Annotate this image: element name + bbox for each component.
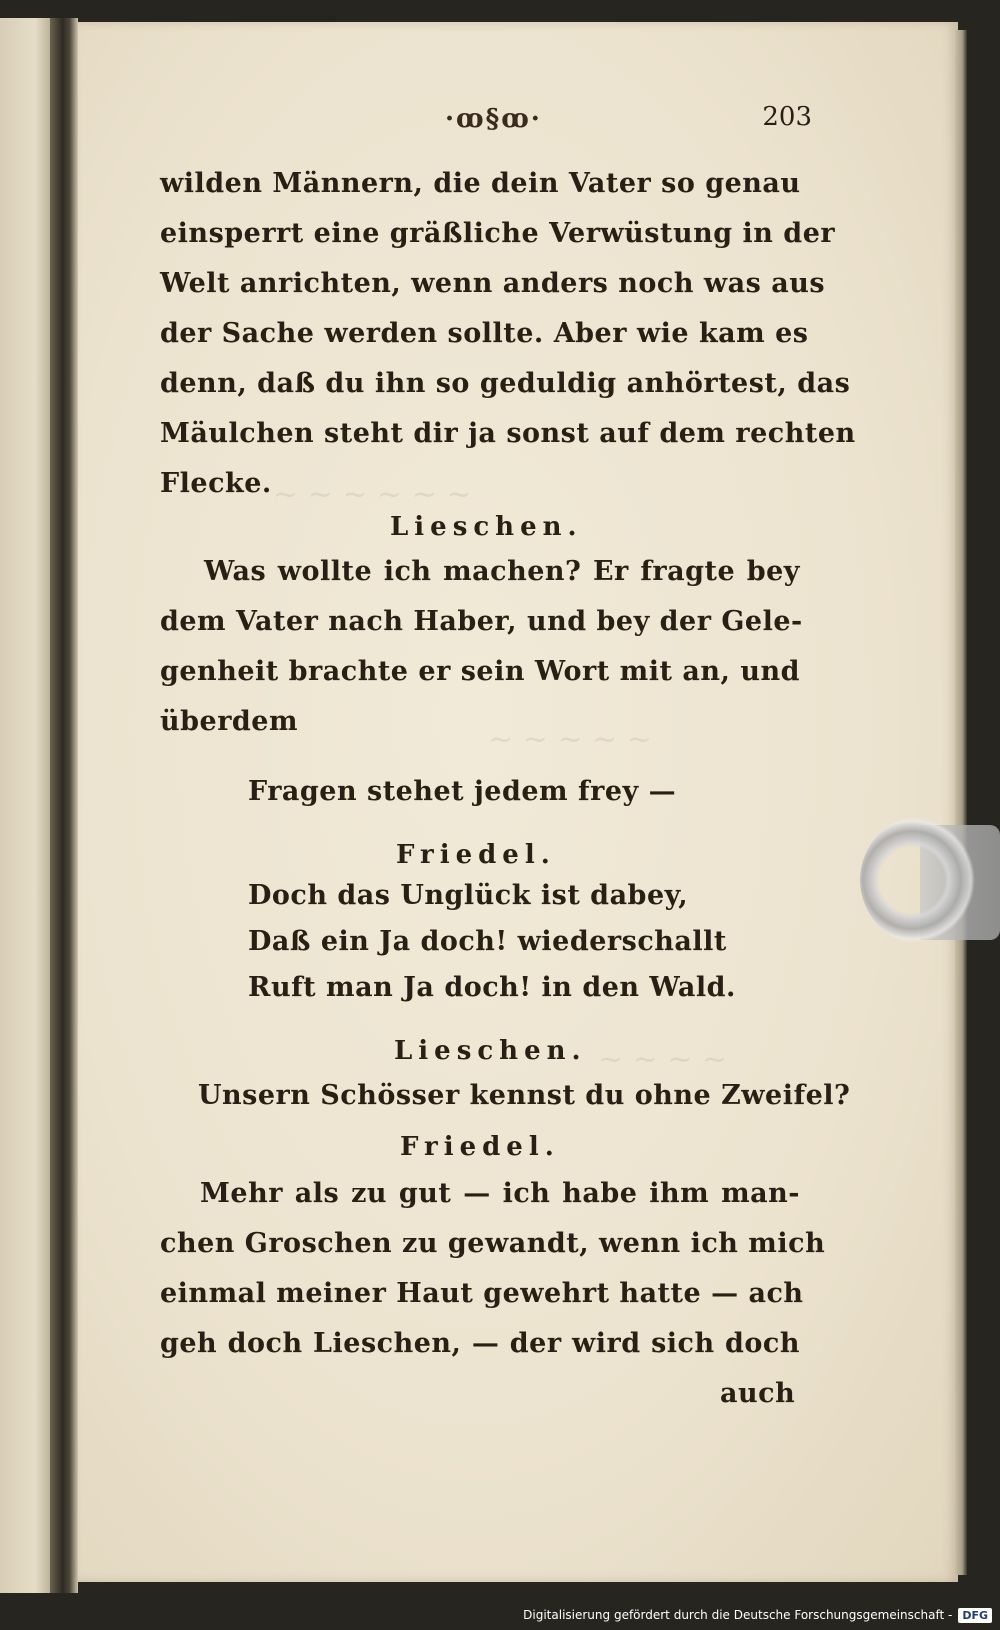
text-line: dem Vater nach Haber, und bey der Gele- [160,606,803,637]
show-through: ~ ~ ~ ~ ~ [488,722,652,757]
speaker-name: Friedel. [396,840,556,870]
speaker-name: Lieschen. [394,1036,587,1066]
speaker-name: Lieschen. [390,512,583,542]
show-through: ~ ~ ~ ~ [598,1042,728,1077]
verse-line: Daß ein Ja doch! wiederschallt [248,926,727,957]
text-line: Flecke. [160,468,272,499]
speaker-name: Friedel. [400,1132,560,1162]
verse-line: Fragen stehet jedem frey — [248,776,677,807]
text-line: wilden Männern, die dein Vater so genau [160,168,801,199]
digitization-footer [523,1604,992,1626]
verse-line: Doch das Unglück ist dabey, [248,880,689,911]
show-through: ~ ~ ~ ~ ~ ~ [273,477,472,512]
text-line: Was wollte ich machen? Er fragte bey [204,556,800,587]
book-gutter [50,18,78,1593]
running-head [160,100,812,140]
text-line: geh doch Lieschen, — der wird sich doch [160,1328,800,1359]
text-line: Mäulchen steht dir ja sonst auf dem rechten [160,418,856,449]
text-line: der Sache werden sollte. Aber wie kam es [160,318,809,349]
text-line: Mehr als zu gut — ich habe ihm man- [200,1178,800,1209]
text-line: einsperrt eine gräßliche Verwüstung in der [160,218,836,249]
page-edge [955,30,967,1575]
page-clip [860,815,990,945]
text-line: Welt anrichten, wenn anders noch was aus [160,268,826,299]
verse-line: Ruft man Ja doch! in den Wald. [248,972,736,1003]
catchword: auch [720,1378,796,1409]
text-line: überdem [160,706,299,737]
text-line: chen Groschen zu gewandt, wenn ich mich [160,1228,826,1259]
dfg-logo-icon: DFG [958,1608,992,1623]
footer-credit: Digitalisierung gefördert durch die Deutsche Forschungsgemeinschaft - [523,1608,953,1622]
text-line: einmal meiner Haut gewehrt hatte — ach [160,1278,804,1309]
text-line: genheit brachte er sein Wort mit an, und [160,656,800,687]
left-page-edge [0,18,50,1593]
header-ornament: ·ꝏ§ꝏ· [445,104,542,134]
text-line: Unsern Schösser kennst du ohne Zweifel? [198,1080,851,1111]
page-number: 203 [762,102,812,132]
text-line: denn, daß du ihn so geduldig anhörtest, das [160,368,851,399]
